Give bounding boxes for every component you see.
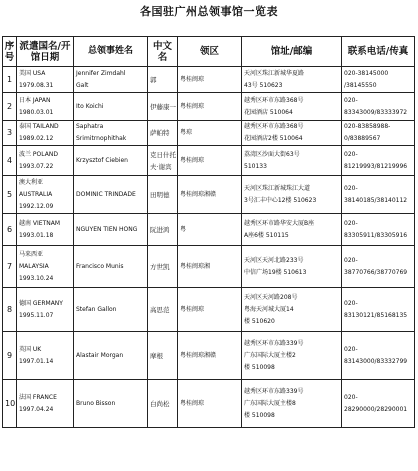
row-consul-name-line: Stefan Gallon xyxy=(76,305,117,313)
row-address-line: 越秀区环市东路339号 xyxy=(244,387,304,395)
row-address-line: 天河区珠江新城华夏路 xyxy=(244,69,305,77)
row-consul-name xyxy=(74,246,148,288)
row-address-line: 43号 510623 xyxy=(244,81,283,89)
row-country-line: 德国 GERMANY xyxy=(19,299,63,307)
row-district xyxy=(178,93,242,121)
row-country xyxy=(17,121,74,146)
row-district xyxy=(178,121,242,146)
header-address: 馆址/邮编 xyxy=(242,37,342,67)
row-consul-name xyxy=(74,146,148,176)
row-address-line: 天河区天河路208号 xyxy=(244,293,298,301)
header-chinese-name: 中文名 xyxy=(148,37,178,67)
row-address xyxy=(242,214,342,246)
consulate-table xyxy=(2,36,415,428)
row-consul-name-line: Srimitrnophithak xyxy=(76,135,127,142)
row-phone xyxy=(342,246,415,288)
row-phone-line: 020- xyxy=(344,393,358,401)
row-district xyxy=(178,67,242,93)
row-phone xyxy=(342,380,415,428)
row-consul-name-line: Galt xyxy=(76,81,89,89)
table-row xyxy=(3,146,415,176)
row-district-line: 粤桂闽琼 xyxy=(180,305,205,313)
row-country-line: 1993.01.18 xyxy=(19,231,54,239)
table-row xyxy=(3,288,415,332)
row-chinese-name-line: 阮进鸿 xyxy=(150,225,170,234)
row-country xyxy=(17,146,74,176)
row-country-line: 1989.02.12 xyxy=(19,135,54,142)
row-phone-line: 0/83889567 xyxy=(344,135,381,142)
row-consul-name-line: Bruno Bisson xyxy=(76,399,116,407)
row-index: 7 xyxy=(3,246,17,288)
row-consul-name xyxy=(74,332,148,380)
row-address-line: 楼 510098 xyxy=(244,363,275,371)
row-district xyxy=(178,146,242,176)
row-address-line: 3号汇丰中心12楼 510623 xyxy=(244,196,317,204)
header-district: 领区 xyxy=(178,37,242,67)
row-district-line: 粤桂闽琼 xyxy=(180,156,205,164)
row-index: 2 xyxy=(3,93,17,121)
row-chinese-name xyxy=(148,93,178,121)
row-district xyxy=(178,380,242,428)
row-consul-name xyxy=(74,380,148,428)
row-address-line: 越秀区环市东路368号 xyxy=(244,123,304,130)
row-address-line: 中信广场19楼 510613 xyxy=(244,268,307,276)
row-address-line: 花园酒店2楼 510064 xyxy=(244,135,303,142)
row-phone xyxy=(342,332,415,380)
row-chinese-name xyxy=(148,67,178,93)
row-district xyxy=(178,332,242,380)
row-country-line: 日本 JAPAN xyxy=(19,96,51,104)
row-address-line: 越秀区环市东路368号 xyxy=(244,96,304,104)
row-country-line: 波兰 POLAND xyxy=(19,150,58,158)
row-chinese-name-line: 摩根 xyxy=(150,351,163,360)
row-district xyxy=(178,176,242,214)
row-country xyxy=(17,332,74,380)
row-address xyxy=(242,67,342,93)
row-phone-line: 020- xyxy=(344,96,358,104)
row-chinese-name xyxy=(148,332,178,380)
row-consul-name-line: Francisco Munis xyxy=(76,262,124,270)
row-index: 4 xyxy=(3,146,17,176)
row-address-line: 越秀区环市东路339号 xyxy=(244,339,304,347)
row-chinese-name xyxy=(148,146,178,176)
row-address xyxy=(242,246,342,288)
row-district-line: 粤琼 xyxy=(180,129,193,136)
row-phone-line: 020- xyxy=(344,184,358,192)
row-country-line: 1995.11.07 xyxy=(19,311,54,319)
row-chinese-name xyxy=(148,380,178,428)
row-address-line: 510133 xyxy=(244,162,267,170)
row-country-line: 1993.10.24 xyxy=(19,274,54,282)
row-address-line: 天河区珠江新城珠江大道 xyxy=(244,184,311,192)
row-chinese-name-line: 高思范 xyxy=(150,305,170,314)
row-address-line: A座6楼 510115 xyxy=(244,231,289,239)
row-phone-line: 83305911/83305916 xyxy=(344,231,408,239)
row-country-line: 1997.01.14 xyxy=(19,357,54,365)
row-chinese-name-line: 方世凯 xyxy=(150,262,170,271)
row-phone-line: 020- xyxy=(344,345,358,353)
table-row xyxy=(3,214,415,246)
row-phone-line: 81219993/81219996 xyxy=(344,162,408,170)
row-district-line: 粤桂闽琼湘赣 xyxy=(180,351,217,359)
row-country xyxy=(17,246,74,288)
table-row xyxy=(3,332,415,380)
row-phone-line: 83130121/85168135 xyxy=(344,311,408,319)
row-country-line: 澳大利亚 xyxy=(19,178,44,186)
row-consul-name xyxy=(74,288,148,332)
row-consul-name-line: Ito Koichi xyxy=(76,102,104,110)
page-title: 各国驻广州总领事馆一览表 xyxy=(140,5,278,18)
row-address-line: 花园酒店 510064 xyxy=(244,108,293,116)
row-index: 8 xyxy=(3,288,17,332)
row-address xyxy=(242,332,342,380)
row-address-line: 广东国际大厦主楼8 xyxy=(244,399,296,407)
row-address-line: 楼 510620 xyxy=(244,317,275,325)
row-index: 3 xyxy=(3,121,17,146)
row-country-line: 1980.03.01 xyxy=(19,108,54,116)
row-consul-name-line: Alastair Morgan xyxy=(76,351,124,359)
row-district xyxy=(178,214,242,246)
header-phone: 联系电话/传真 xyxy=(342,37,415,67)
row-chinese-name-line: 夫·谢宾 xyxy=(150,162,172,171)
row-phone-line: 83143000/83332799 xyxy=(344,357,408,365)
row-address xyxy=(242,380,342,428)
table-row xyxy=(3,380,415,428)
row-country-line: 马来西亚 xyxy=(19,250,44,258)
table-row xyxy=(3,67,415,93)
row-district-line: 粤桂闽琼 xyxy=(180,75,205,83)
row-district-line: 粤 xyxy=(180,225,187,233)
row-address xyxy=(242,121,342,146)
row-phone xyxy=(342,93,415,121)
row-country xyxy=(17,380,74,428)
row-phone-line: 28290000/28290001 xyxy=(344,405,408,413)
row-address-line: 荔湾区沙面大街63号 xyxy=(244,150,300,158)
row-consul-name xyxy=(74,176,148,214)
row-index: 5 xyxy=(3,176,17,214)
row-district-line: 粤桂闽琼湘 xyxy=(180,262,211,270)
row-address-line: 天河区天河北路233号 xyxy=(244,256,304,264)
row-phone xyxy=(342,288,415,332)
row-chinese-name-line: 田明德 xyxy=(150,190,170,199)
header-row xyxy=(3,37,415,67)
row-address-line: 楼 510098 xyxy=(244,411,275,419)
row-chinese-name-line: 萨帕特 xyxy=(150,129,170,137)
row-country-line: MALAYSIA xyxy=(19,262,49,270)
row-country-line: 1993.07.22 xyxy=(19,162,54,170)
row-phone-line: 38140185/38140112 xyxy=(344,196,408,204)
row-index: 6 xyxy=(3,214,17,246)
row-address xyxy=(242,93,342,121)
row-chinese-name xyxy=(148,121,178,146)
row-consul-name xyxy=(74,121,148,146)
row-district-line: 粤桂闽琼 xyxy=(180,399,205,407)
row-chinese-name-line: 伊藤康一 xyxy=(150,102,176,111)
row-country xyxy=(17,214,74,246)
row-phone xyxy=(342,214,415,246)
row-phone-line: 020- xyxy=(344,150,358,158)
row-address-line: 广东国际大厦主楼2 xyxy=(244,351,296,359)
row-phone-line: 020- xyxy=(344,256,358,264)
row-country-line: 1992.12.09 xyxy=(19,202,54,210)
table-row xyxy=(3,176,415,214)
row-chinese-name-line: 郭 xyxy=(150,75,157,84)
header-country: 派遣国名/开馆日期 xyxy=(17,37,74,67)
row-district-line: 粤桂闽琼 xyxy=(180,102,205,110)
row-address xyxy=(242,288,342,332)
row-phone xyxy=(342,146,415,176)
row-country-line: 1997.04.24 xyxy=(19,405,54,413)
row-phone-line: /38145550 xyxy=(344,81,377,89)
row-country xyxy=(17,288,74,332)
header-consul-name: 总领事姓名 xyxy=(74,37,148,67)
row-district-line: 粤桂闽琼湘赣 xyxy=(180,190,217,198)
row-phone-line: 020-83858988- xyxy=(344,123,391,130)
row-district xyxy=(178,246,242,288)
row-country-line: 泰国 TAILAND xyxy=(19,123,59,130)
row-phone-line: 38770766/38770769 xyxy=(344,268,408,276)
row-chinese-name xyxy=(148,288,178,332)
row-phone-line: 020- xyxy=(344,219,358,227)
row-address xyxy=(242,176,342,214)
row-phone-line: 020-38145000 xyxy=(344,69,389,77)
row-consul-name-line: Krzysztof Ciebien xyxy=(76,156,128,164)
row-consul-name-line: DOMINIC TRINDADE xyxy=(76,190,136,198)
row-district xyxy=(178,288,242,332)
row-index: 10 xyxy=(3,380,17,428)
row-phone xyxy=(342,176,415,214)
row-country xyxy=(17,176,74,214)
row-country xyxy=(17,93,74,121)
row-consul-name xyxy=(74,67,148,93)
header-index: 序号 xyxy=(3,37,17,67)
row-consul-name xyxy=(74,214,148,246)
row-phone-line: 020- xyxy=(344,299,358,307)
row-address xyxy=(242,146,342,176)
row-country xyxy=(17,67,74,93)
row-index: 9 xyxy=(3,332,17,380)
row-index: 1 xyxy=(3,67,17,93)
row-chinese-name-line: 白尚松 xyxy=(150,399,170,408)
row-consul-name-line: Saphatra xyxy=(76,123,104,130)
row-country-line: 法国 FRANCE xyxy=(19,393,57,401)
row-phone xyxy=(342,67,415,93)
row-country-line: 1979.08.31 xyxy=(19,81,54,89)
row-country-line: 越南 VIETNAM xyxy=(19,219,61,227)
row-consul-name-line: Jennifer Zimdahl xyxy=(76,69,126,77)
row-chinese-name xyxy=(148,246,178,288)
row-country-line: 英国 UK xyxy=(19,345,42,353)
row-phone-line: 83343009/83333972 xyxy=(344,108,408,116)
row-country-line: AUSTRALIA xyxy=(19,190,53,198)
row-consul-name-line: NGUYEN TIEN HONG xyxy=(76,225,138,233)
table-row xyxy=(3,93,415,121)
row-country-line: 美国 USA xyxy=(19,69,46,77)
row-phone xyxy=(342,121,415,146)
row-chinese-name-line: 克日什托 xyxy=(150,150,176,159)
row-consul-name xyxy=(74,93,148,121)
row-chinese-name xyxy=(148,176,178,214)
table-row xyxy=(3,246,415,288)
row-chinese-name xyxy=(148,214,178,246)
row-address-line: 越秀区环市路华安大厦B座 xyxy=(244,219,315,227)
table-row xyxy=(3,121,415,146)
row-address-line: 粤海天河城大厦14 xyxy=(244,305,294,313)
